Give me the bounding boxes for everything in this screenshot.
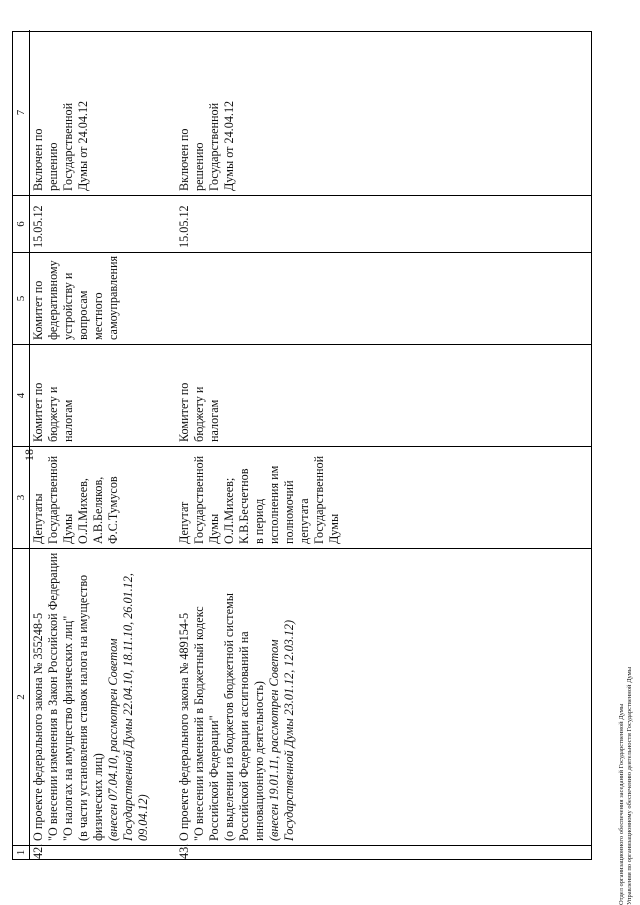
column-header: 6	[13, 196, 30, 252]
status-cell: Включен по решению Государственной Думы от 24.04.12	[31, 100, 90, 191]
footer-line: Отдел организационного обеспечения заседаний Государственной Думы	[618, 703, 625, 905]
status-cell: Включен по решению Государственной Думы от 24.04.12	[177, 100, 236, 191]
page-footer	[618, 0, 634, 905]
column-authors	[13, 446, 591, 548]
bill-title-cell	[177, 552, 297, 841]
footer-line: Управления по организационному обеспечению деятельности Государственной Думы	[626, 666, 633, 905]
column-header: 1	[13, 846, 30, 859]
column-header: 7	[13, 30, 30, 195]
column-date	[13, 195, 591, 252]
column-bill-title	[13, 548, 591, 845]
bill-title-cell	[31, 552, 151, 841]
bill-title: О проекте федерального закона № 355248-5 "О внесении изменения в Закон Российской Федерации "О налогах на имущество физических лиц" (в части установления ставок налога на имущество физических лиц)	[31, 552, 105, 841]
row-number: 43.	[177, 843, 191, 859]
column-header: 5	[13, 253, 30, 344]
committee-cell: Комитет по бюджету и налогам	[31, 382, 75, 442]
date-cell: 15.05.12	[177, 205, 191, 248]
committee-cell: Комитет по бюджету и налогам	[177, 382, 221, 442]
column-status	[13, 30, 591, 195]
column-number	[13, 845, 591, 859]
column-committee	[13, 344, 591, 446]
row-number: 42.	[31, 843, 45, 859]
page-number: 18	[22, 449, 36, 461]
bill-note: (внесен 07.04.10, рассмотрен Советом Государственной Думы 22.04.10, 18.11.10, 26.01.12, 09.04.12)	[106, 573, 150, 841]
bill-title: О проекте федерального закона № 489154-5 "О внесении изменений в Бюджетный кодекс Российской Федерации" (о выделении из бюджетов бюджетной системы Российской Федерации ассигнований на инновационную деятельность)	[177, 593, 266, 841]
date-cell: 15.05.12	[31, 205, 45, 248]
agenda-table	[12, 31, 592, 860]
column-header: 3	[13, 447, 30, 548]
bill-note: (внесен 19.01.11, рассмотрен Советом Государственной Думы 23.01.12, 12.03.12)	[267, 619, 296, 841]
co-committee-cell: Комитет по федеративному устройству и вопросам местного самоуправления	[31, 255, 120, 340]
authors-cell: Депутаты Государственной Думы О.Л.Михеев, А.В.Беляков, Ф.С.Тумусов	[31, 455, 120, 544]
column-header: 4	[13, 345, 30, 446]
column-header: 2	[13, 549, 30, 845]
authors-cell: Депутат Государственной Думы О.Л.Михеев; К.В.Бесчетнов в период исполнения им полномочий депутата Государственной Думы	[177, 455, 341, 544]
column-co-committee	[13, 252, 591, 344]
